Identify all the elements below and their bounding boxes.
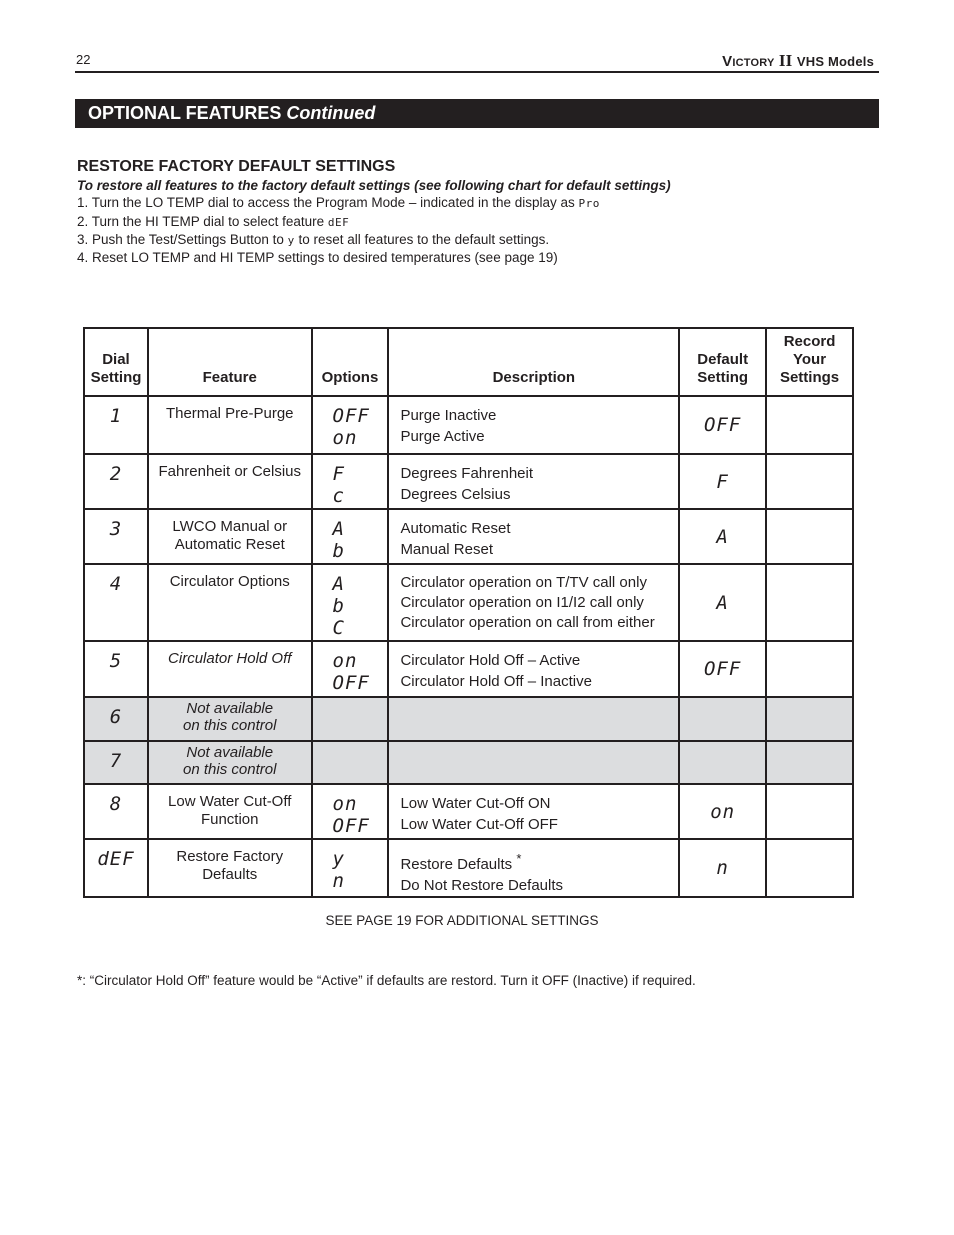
table-row: 5 Circulator Hold Off on OFF Circulator Hold Off – Active Circulator Hold Off – Inactive OFF — [84, 641, 853, 697]
header-dial: Dial Setting — [84, 328, 148, 396]
model-prefix: Victory — [722, 53, 775, 70]
asterisk-mark: * — [516, 851, 522, 866]
see-page-note: SEE PAGE 19 FOR ADDITIONAL SETTINGS — [325, 913, 599, 928]
table-row: 2 Fahrenheit or Celsius F c Degrees Fahrenheit Degrees Celsius F — [84, 454, 853, 509]
banner-title: OPTIONAL FEATURES — [88, 103, 282, 123]
instruction-step: 2. Turn the HI TEMP dial to select feature dEF — [77, 213, 350, 229]
model-suffix: VHS Models — [796, 54, 874, 69]
section-title: RESTORE FACTORY DEFAULT SETTINGS — [77, 158, 396, 175]
record-cell — [766, 641, 853, 697]
record-cell — [766, 396, 853, 454]
header-description: Description — [388, 328, 679, 396]
record-cell — [766, 564, 853, 641]
section-banner — [75, 99, 879, 128]
record-cell — [766, 839, 853, 897]
model-numeral: II — [778, 51, 793, 70]
record-cell — [766, 784, 853, 839]
table-row: 8 Low Water Cut-Off Function on OFF Low Water Cut-Off ON Low Water Cut-Off OFF on — [84, 784, 853, 839]
table-row: 4 Circulator Options A b C Circulator operation on T/TV call only Circulator operation on I1/I2 call only Circulator operation on call from either A — [84, 564, 853, 641]
header-rule — [75, 71, 879, 73]
instruction-step: 3. Push the Test/Settings Button to y to reset all features to the default settings. — [77, 231, 550, 247]
table-row: 7 Not available on this control — [84, 741, 853, 784]
header-default: Default Setting — [679, 328, 766, 396]
model-title — [722, 51, 874, 71]
table-row: 3 LWCO Manual or Automatic Reset A b Automatic Reset Manual Reset A — [84, 509, 853, 564]
header-record: Record Your Settings — [766, 328, 853, 396]
instruction-step: 1. Turn the LO TEMP dial to access the Program Mode – indicated in the display as Pro — [77, 195, 600, 211]
table-row: 1 Thermal Pre-Purge OFF on Purge Inactive Purge Active OFF — [84, 396, 853, 454]
instructions-lead: To restore all features to the factory default settings (see following chart for default settings) — [77, 178, 671, 193]
instruction-step: 4. Reset LO TEMP and HI TEMP settings to desired temperatures (see page 19) — [77, 250, 558, 266]
asterisk-note: *: “Circulator Hold Off” feature would be “Active” if defaults are restord. Turn it OFF (Inactive) if required. — [77, 973, 696, 988]
table-header-row — [84, 328, 853, 396]
table-row: dEF Restore Factory Defaults y n Restore Defaults * Do Not Restore Defaults n — [84, 839, 853, 897]
record-cell — [766, 454, 853, 509]
header-feature: Feature — [148, 328, 312, 396]
page-number: 22 — [76, 52, 91, 67]
header-options: Options — [312, 328, 389, 396]
banner-continued: Continued — [286, 103, 376, 123]
settings-table — [83, 327, 854, 898]
instructions — [77, 177, 671, 266]
record-cell — [766, 509, 853, 564]
table-row: 6 Not available on this control — [84, 697, 853, 741]
